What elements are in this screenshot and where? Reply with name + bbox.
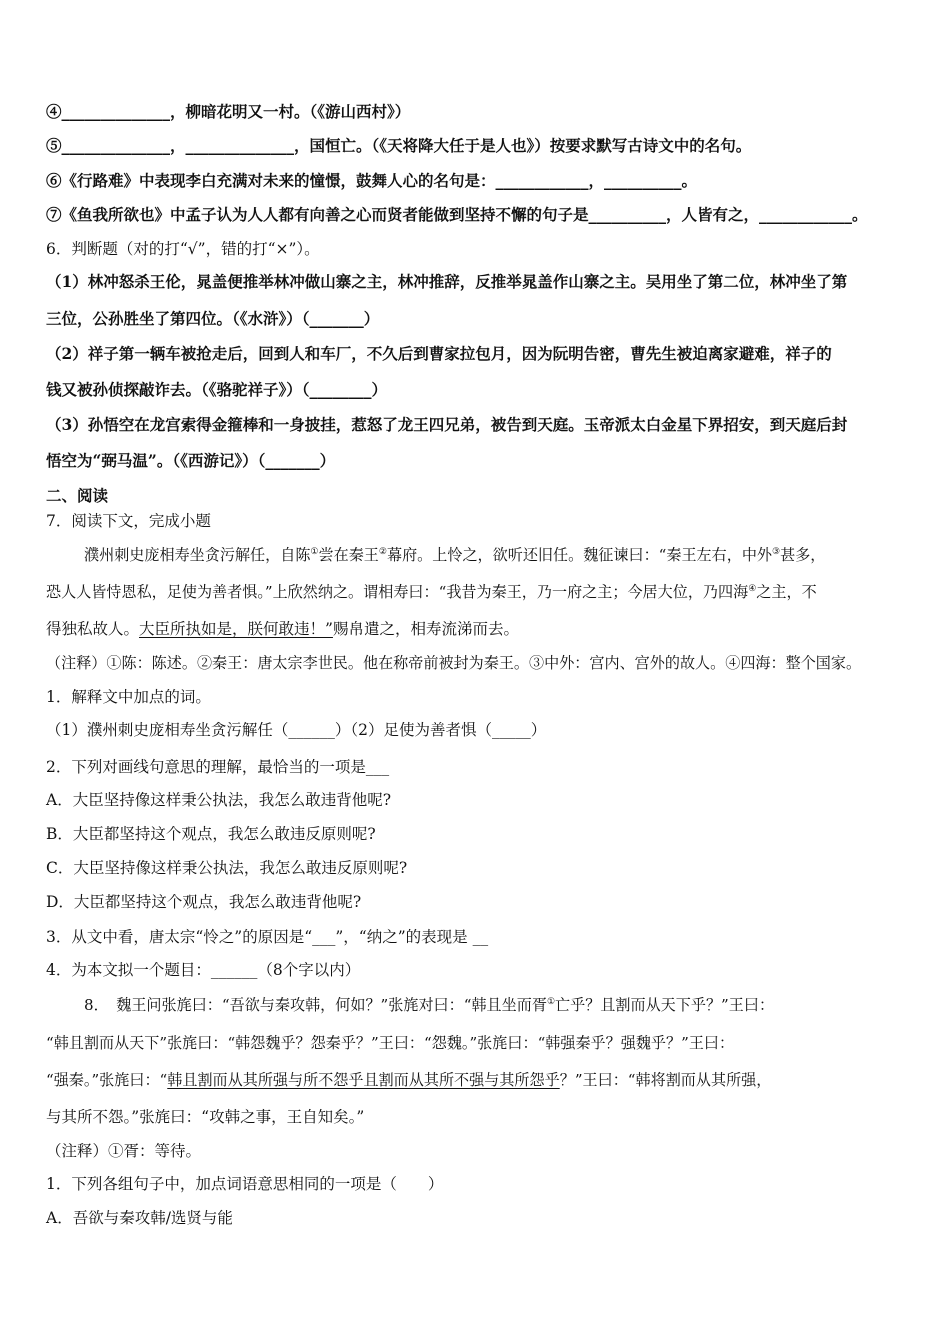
judge-item-3-line-2: 悟空为“弼马温”。（《西游记》）（_______） [46,451,336,470]
q7-option-b: B．大臣都坚持这个观点，我怎么敢违反原则呢? [46,825,376,843]
q7-sub-1: 1．解释文中加点的词。 [46,688,211,706]
q7-sub-3: 3．从文中看，唐太宗“怜之”的原因是“___”，“纳之”的表现是 __ [46,928,489,946]
passage-1-line-3: 得独私故人。大臣所执如是，朕何敢违！”赐帛遣之，相寿流涕而去。 [46,620,519,638]
passage-1-line-1: 濮州刺史庞相寿坐贪污解任，自陈①尝在秦王②幕府。上怜之，欲听还旧任。魏征谏曰：“秦王左右，中外③甚多， [84,546,826,564]
judge-item-3-line-1: （3）孙悟空在龙宫索得金箍棒和一身披挂，惹怒了龙王四兄弟，被告到天庭。玉帝派太白金星下界招安，到天庭后封 [46,415,848,434]
passage-1-line-2: 恐人人皆恃恩私，足使为善者惧。”上欣然纳之。谓相寿曰：“我昔为秦王，乃一府之主；今居大位，乃四海④之主，不 [46,583,817,601]
q7-option-a: A．大臣坚持像这样秉公执法，我怎么敢违背他呢? [46,791,392,809]
question-6-heading: 6．判断题（对的打“√”，错的打“×”）。 [46,240,320,258]
passage-2-line-4: 与其所不怨。”张旄曰：“攻韩之事，王自知矣。” [46,1108,365,1126]
passage-2-line-1: 8． 魏王问张旄曰：“吾欲与秦攻韩，何如？”张旄对曰：“韩且坐而胥①亡乎？且割而从天下乎？”王曰： [84,996,775,1014]
passage-2-line-3: “强秦。”张旄曰：“韩且割而从其所强与所不怨乎且割而从其所不强与其所怨乎？”王曰：“韩将割而从其所强， [46,1071,772,1089]
dictation-item-5: ⑤______________，______________，国恒亡。（《天将降大任于是人也》）按要求默写古诗文中的名句。 [46,136,752,155]
judge-item-2-line-2: 钱又被孙侦探敲诈去。（《骆驼祥子》）（________） [46,380,388,399]
judge-item-1-line-1: （1）林冲怒杀王伦，晁盖便推举林冲做山寨之主，林冲推辞，反推举晁盖作山寨之主。吴用坐了第二位，林冲坐了第 [46,272,848,291]
dictation-item-6: ⑥《行路难》中表现李白充满对未来的憧憬，鼓舞人心的名句是：____________，__________。 [46,171,698,190]
judge-item-1-line-2: 三位，公孙胜坐了第四位。（《水浒》）（_______） [46,309,380,328]
q7-sub-2: 2．下列对画线句意思的理解，最恰当的一项是___ [46,758,390,776]
judge-item-2-line-1: （2）祥子第一辆车被抢走后，回到人和车厂，不久后到曹家拉包月，因为阮明告密，曹先生被迫离家避难，祥子的 [46,344,832,363]
underlined-sentence-2: 韩且割而从其所强与所不怨乎且割而从其所不强与其所怨乎 [167,1071,560,1089]
q8-option-a: A．吾欲与秦攻韩/选贤与能 [46,1209,233,1227]
q7-sub-1-items: （1）濮州刺史庞相寿坐贪污解任（______）（2）足使为善者惧（_____） [46,721,547,739]
dictation-item-4: ④______________，柳暗花明又一村。（《游山西村》） [46,102,411,121]
q7-option-c: C．大臣坚持像这样秉公执法，我怎么敢违反原则呢? [46,859,408,877]
q7-option-d: D．大臣都坚持这个观点，我怎么敢违背他呢? [46,893,362,911]
dictation-item-7: ⑦《鱼我所欲也》中孟子认为人人都有向善之心而贤者能做到坚持不懈的句子是__________，人皆有之，____________。 [46,205,868,224]
passage-1-notes: （注释）①陈：陈述。②秦王：唐太宗李世民。他在称帝前被封为秦王。③中外：宫内、宫外的故人。④四海：整个国家。 [46,654,862,672]
q8-sub-1: 1．下列各组句子中，加点词语意思相同的一项是（ ） [46,1175,444,1193]
question-7-heading: 7．阅读下文，完成小题 [46,512,211,530]
passage-2-notes: （注释）①胥：等待。 [46,1142,202,1160]
passage-2-line-2: “韩且割而从天下”张旄曰：“韩怨魏乎？怨秦乎？”王曰：“怨魏。”张旄曰：“韩强秦乎？强魏乎？”王曰： [46,1034,735,1052]
q7-sub-4: 4．为本文拟一个题目：______（8个字以内） [46,961,361,979]
section-reading-heading: 二、阅读 [46,486,109,505]
underlined-sentence: 大臣所执如是，朕何敢违！” [139,620,333,638]
